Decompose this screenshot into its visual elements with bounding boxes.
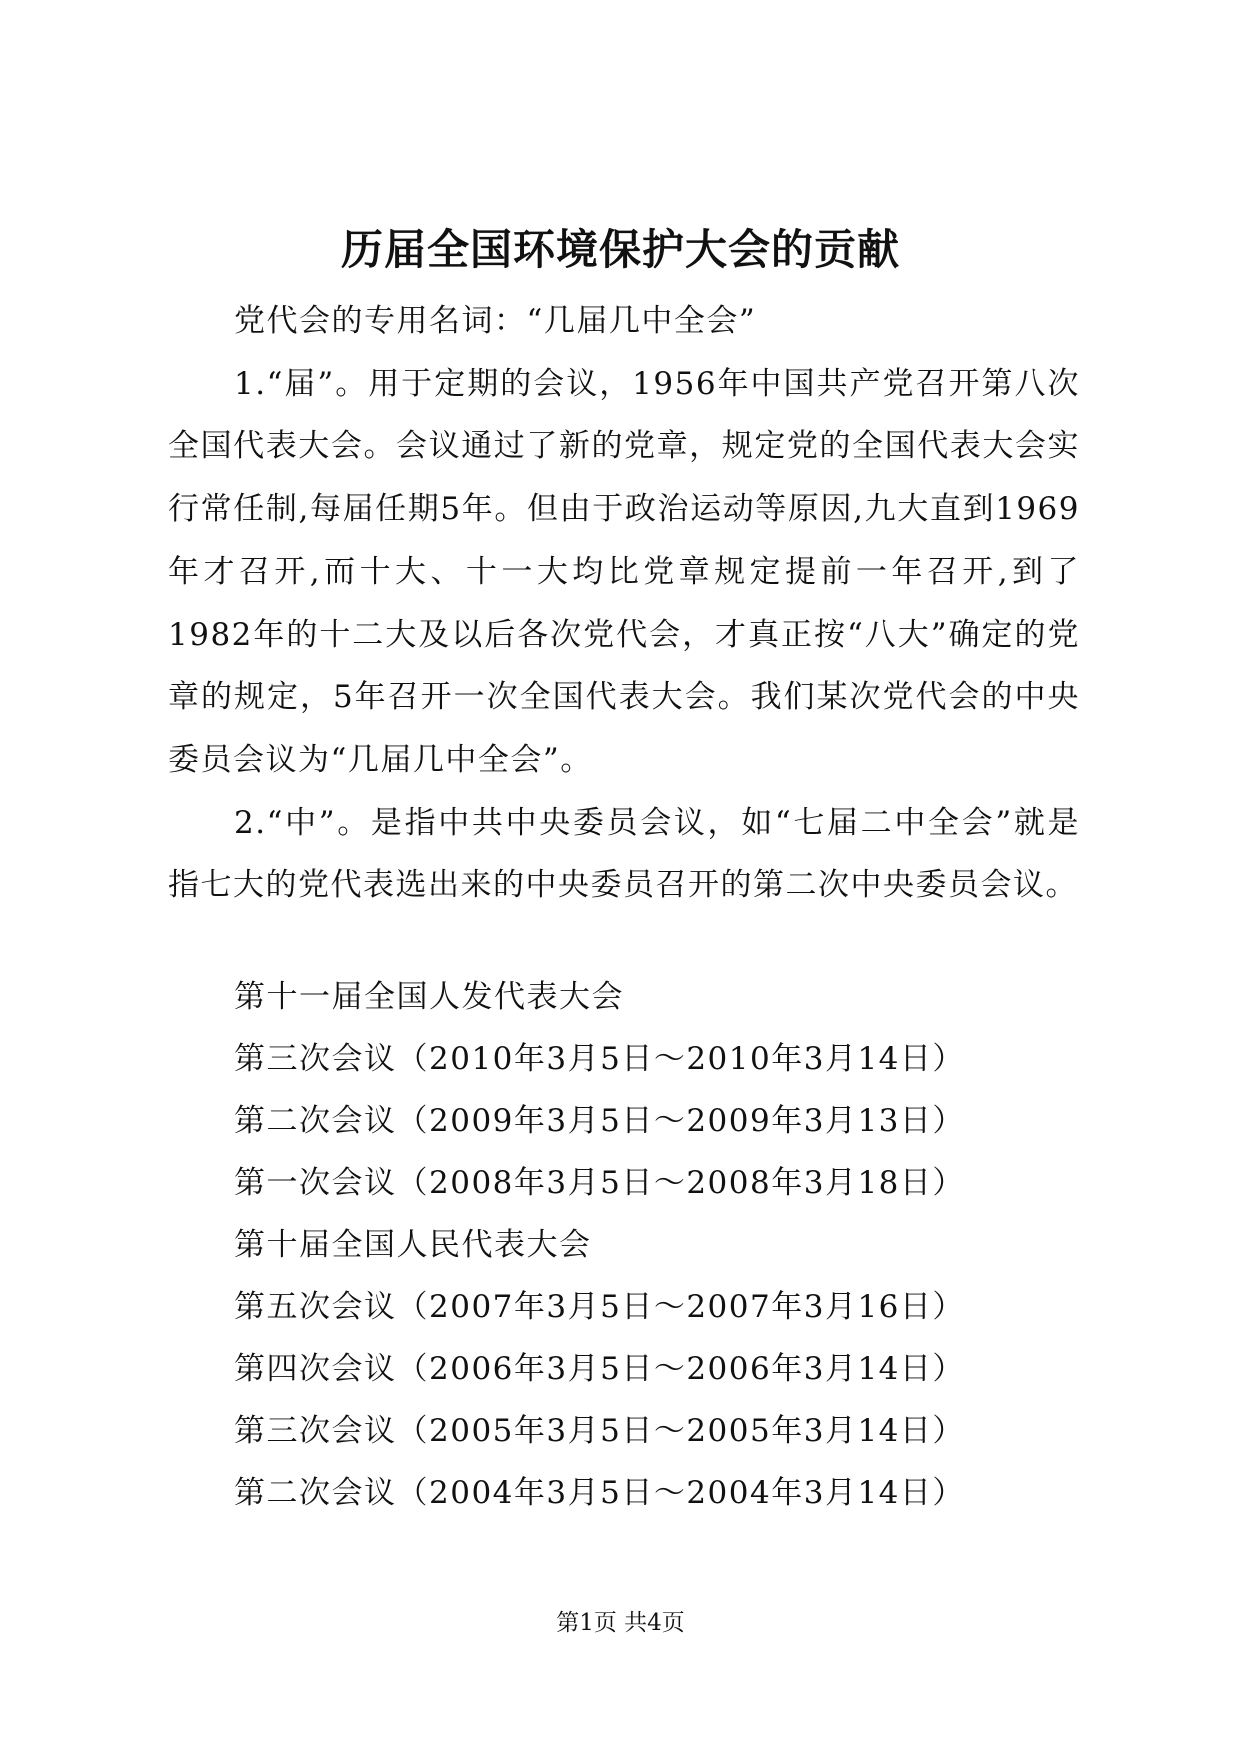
document-body bbox=[168, 290, 1080, 917]
paragraph-zhong: 2.“中”。是指中共中央委员会议，如“七届二中全会”就是指七大的党代表选出来的中央委员召开的第二次中央委员会议。 bbox=[168, 804, 1080, 904]
paragraph-jie: 1.“届”。用于定期的会议，1956年中国共产党召开第八次全国代表大会。会议通过了新的党章，规定党的全国代表大会实行常任制,每届任期5年。但由于政治运动等原因,九大直到1969年才召开,而十大、十一大均比党章规定提前一年召开,到了1982年的十二大及以后各次党代会，才真正按“八大”确定的党章的规定，5年召开一次全国代表大会。我们某次党代会的中央委员会议为“几届几中全会”。 bbox=[168, 365, 1080, 778]
paragraph-terms: 党代会的专用名词：“几届几中全会” bbox=[234, 303, 757, 339]
list-item-meeting: 第三次会议（2005年3月5日～2005年3月14日） bbox=[234, 1413, 965, 1449]
list-item-meeting: 第二次会议（2004年3月5日～2004年3月14日） bbox=[234, 1475, 965, 1511]
list-item-meeting: 第二次会议（2009年3月5日～2009年3月13日） bbox=[234, 1103, 965, 1139]
document-title: 历届全国环境保护大会的贡献 bbox=[340, 225, 900, 274]
list-item-meeting: 第五次会议（2007年3月5日～2007年3月16日） bbox=[234, 1289, 965, 1325]
list-item-session-heading-11: 第十一届全国人发代表大会 bbox=[234, 979, 624, 1015]
list-item-meeting: 第四次会议（2006年3月5日～2006年3月14日） bbox=[234, 1351, 965, 1387]
list-item-session-heading-10: 第十届全国人民代表大会 bbox=[234, 1227, 592, 1263]
page-number-footer: 第1页 共4页 bbox=[556, 1610, 685, 1636]
list-item-meeting: 第一次会议（2008年3月5日～2008年3月18日） bbox=[234, 1165, 965, 1201]
list-item-meeting: 第三次会议（2010年3月5日～2010年3月14日） bbox=[234, 1041, 965, 1077]
